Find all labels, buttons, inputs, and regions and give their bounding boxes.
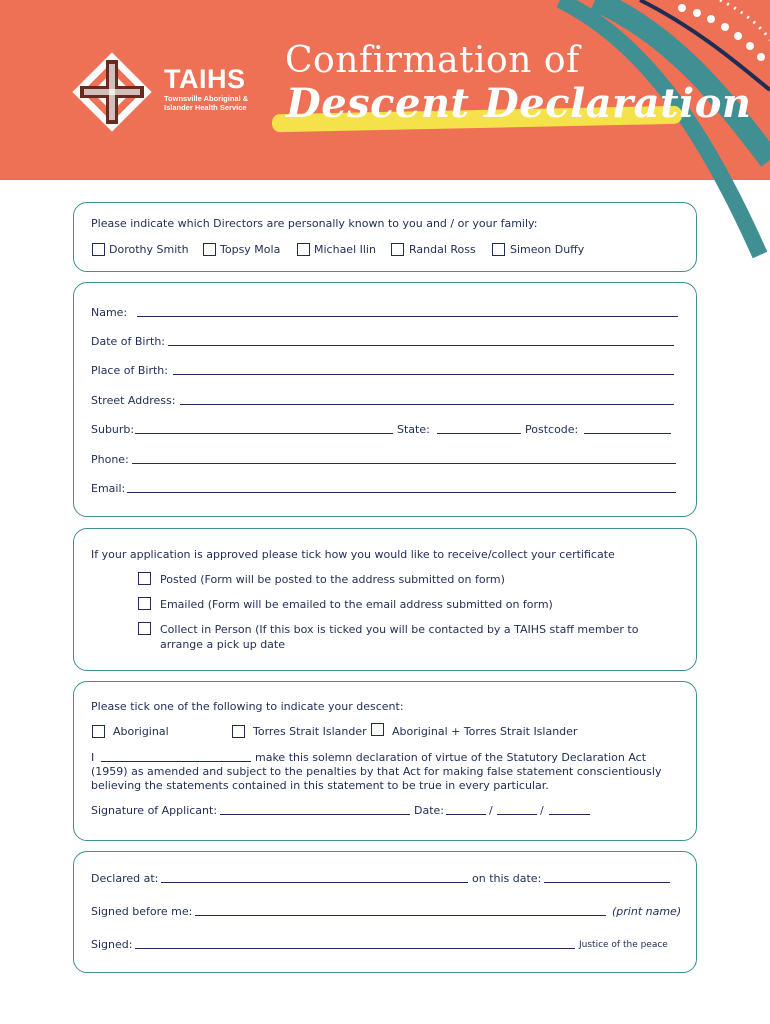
suburb-label: Suburb: bbox=[91, 423, 135, 436]
checkbox-torres-strait[interactable] bbox=[232, 725, 245, 738]
label-aboriginal: Aboriginal bbox=[113, 725, 169, 738]
label-posted: Posted (Form will be posted to the address submitted on form) bbox=[160, 573, 505, 586]
checkbox-michael-ilin[interactable] bbox=[297, 243, 310, 256]
date-slash-1: / bbox=[489, 804, 493, 817]
checkbox-simeon-duffy[interactable] bbox=[492, 243, 505, 256]
date-month-field[interactable] bbox=[497, 814, 537, 815]
state-label: State: bbox=[397, 423, 430, 436]
state-field[interactable] bbox=[437, 433, 521, 434]
pob-field[interactable] bbox=[173, 374, 674, 375]
label-collect-line-2: arrange a pick up date bbox=[160, 638, 285, 651]
pob-label: Place of Birth: bbox=[91, 364, 168, 377]
print-name-field[interactable] bbox=[195, 915, 606, 916]
directors-prompt: Please indicate which Directors are personally known to you and / or your family: bbox=[91, 217, 538, 230]
checkbox-emailed[interactable] bbox=[138, 597, 151, 610]
label-emailed: Emailed (Form will be emailed to the email address submitted on form) bbox=[160, 598, 553, 611]
signature-label: Signature of Applicant: bbox=[91, 804, 218, 817]
declaration-line-3: believing the statements contained in this statement to be true in every particular. bbox=[91, 779, 549, 792]
name-label: Name: bbox=[91, 306, 128, 319]
print-name-caption: (print name) bbox=[612, 905, 682, 918]
date-day-field[interactable] bbox=[446, 814, 486, 815]
label-randal-ross: Randal Ross bbox=[409, 243, 476, 256]
phone-label: Phone: bbox=[91, 453, 129, 466]
email-field[interactable] bbox=[127, 492, 676, 493]
certificate-prompt: If your application is approved please tick how you would like to receive/collect your certificate bbox=[91, 548, 615, 561]
checkbox-topsy-mola[interactable] bbox=[203, 243, 216, 256]
checkbox-dorothy-smith[interactable] bbox=[92, 243, 105, 256]
logo-subtitle: Townsville Aboriginal & Islander Health Service bbox=[164, 94, 249, 112]
phone-field[interactable] bbox=[132, 463, 676, 464]
jp-signature-field[interactable] bbox=[135, 948, 575, 949]
declaration-line-1: make this solemn declaration of virtue of the Statutory Declaration Act bbox=[255, 751, 647, 764]
declared-at-label: Declared at: bbox=[91, 872, 159, 885]
date-slash-2: / bbox=[540, 804, 544, 817]
logo-text bbox=[164, 64, 254, 112]
on-date-label: on this date: bbox=[472, 872, 542, 885]
date-year-field[interactable] bbox=[549, 814, 590, 815]
postcode-field[interactable] bbox=[584, 433, 671, 434]
checkbox-aboriginal[interactable] bbox=[92, 725, 105, 738]
declaration-line-2: (1959) as amended and subject to the penalties by that Act for making false statement conscientiously bbox=[91, 765, 662, 778]
signature-field[interactable] bbox=[220, 814, 410, 815]
street-field[interactable] bbox=[180, 404, 674, 405]
logo-name: TAIHS bbox=[164, 64, 246, 94]
date-label: Date: bbox=[414, 804, 444, 817]
label-torres-strait: Torres Strait Islander bbox=[253, 725, 367, 738]
directors-section bbox=[73, 202, 697, 272]
on-date-field[interactable] bbox=[544, 882, 670, 883]
postcode-label: Postcode: bbox=[525, 423, 579, 436]
checkbox-both[interactable] bbox=[371, 723, 384, 736]
declared-at-field[interactable] bbox=[161, 882, 468, 883]
title-line-2: Descent Declaration bbox=[286, 80, 752, 127]
label-simeon-duffy: Simeon Duffy bbox=[510, 243, 585, 256]
label-both: Aboriginal + Torres Strait Islander bbox=[392, 725, 578, 738]
signed-label: Signed: bbox=[91, 938, 133, 951]
taihs-logo-icon bbox=[72, 52, 152, 132]
checkbox-posted[interactable] bbox=[138, 572, 151, 585]
jp-caption: Justice of the peace bbox=[579, 940, 668, 950]
declarant-name-field[interactable] bbox=[101, 761, 251, 762]
label-michael-ilin: Michael Ilin bbox=[314, 243, 376, 256]
checkbox-randal-ross[interactable] bbox=[391, 243, 404, 256]
label-collect-line-1: Collect in Person (If this box is ticked you will be contacted by a TAIHS staff member to bbox=[160, 623, 639, 636]
street-label: Street Address: bbox=[91, 394, 176, 407]
dob-field[interactable] bbox=[168, 345, 674, 346]
email-label: Email: bbox=[91, 482, 126, 495]
descent-prompt: Please tick one of the following to indicate your descent: bbox=[91, 700, 404, 713]
title-line-1: Confirmation of bbox=[285, 40, 580, 81]
declaration-i: I bbox=[91, 751, 95, 764]
label-topsy-mola: Topsy Mola bbox=[220, 243, 281, 256]
name-field[interactable] bbox=[137, 316, 678, 317]
label-dorothy-smith: Dorothy Smith bbox=[109, 243, 189, 256]
signed-before-label: Signed before me: bbox=[91, 905, 193, 918]
suburb-field[interactable] bbox=[135, 433, 393, 434]
checkbox-collect-in-person[interactable] bbox=[138, 622, 151, 635]
dob-label: Date of Birth: bbox=[91, 335, 166, 348]
